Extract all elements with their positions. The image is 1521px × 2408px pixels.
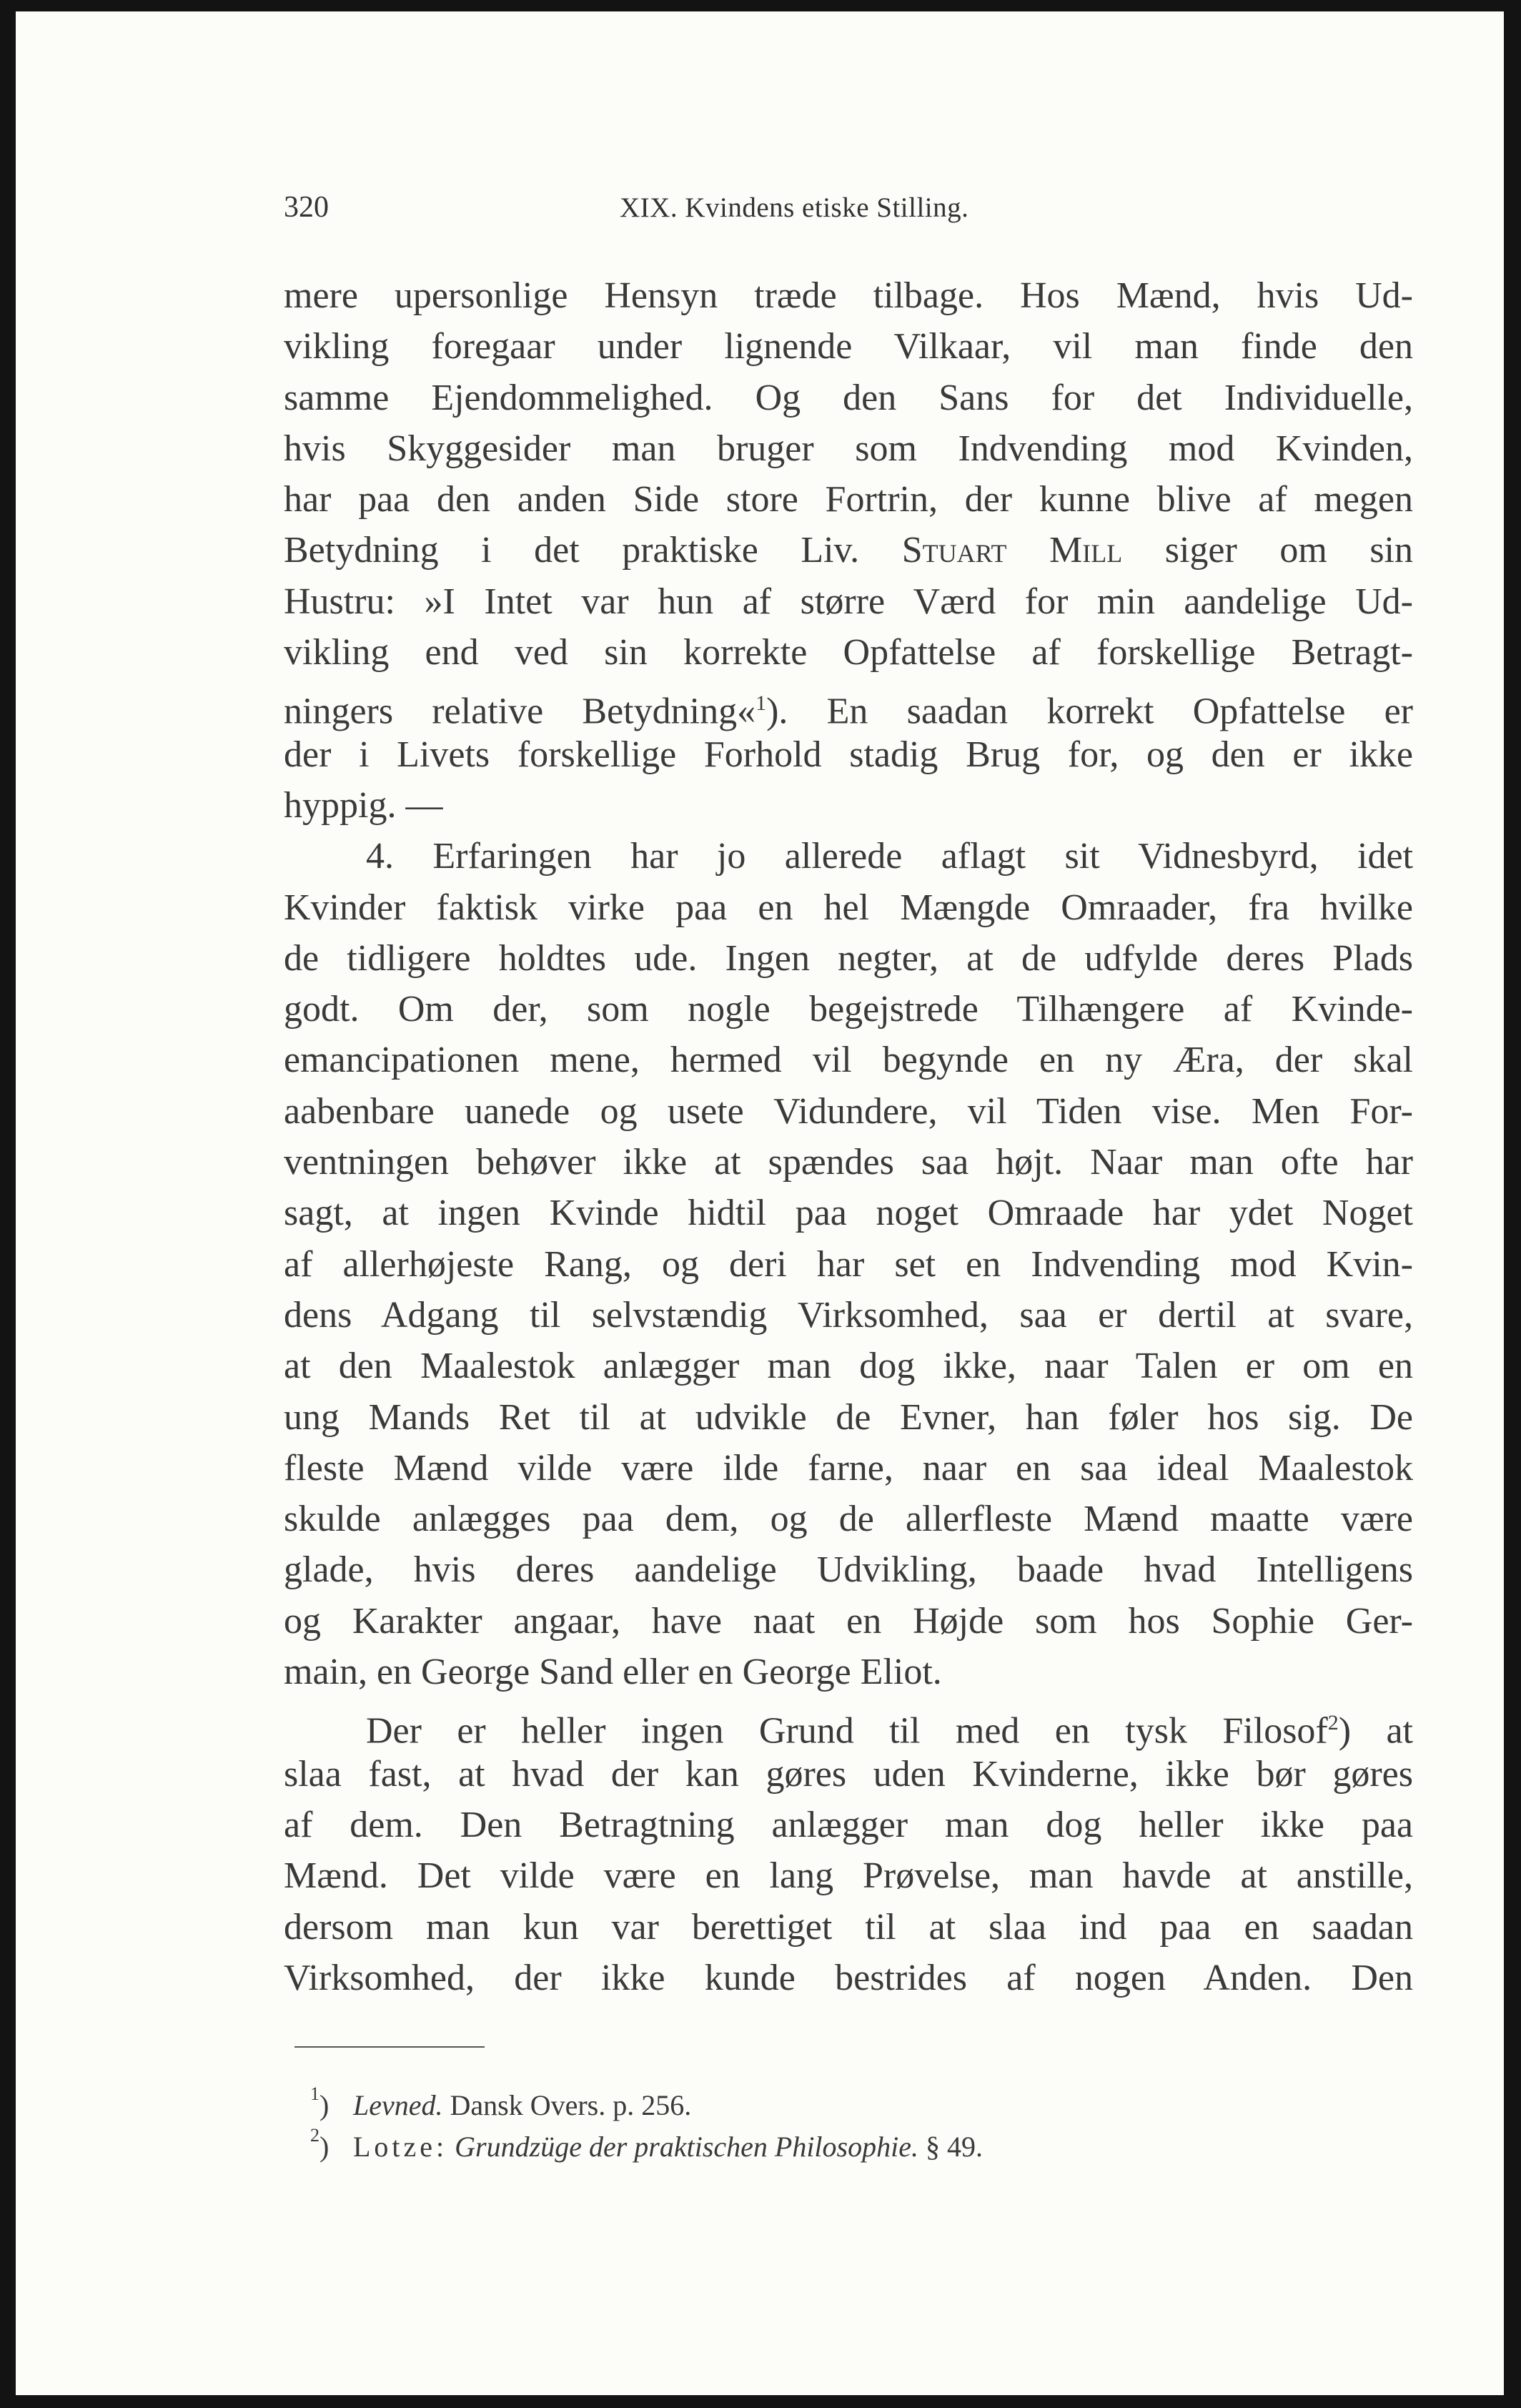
text-line: af dem. Den Betragtning anlægger man dog heller ikke paa bbox=[284, 1804, 1413, 1845]
footnote-divider bbox=[294, 2046, 485, 2048]
text-line: samme Ejendommelighed. Og den Sans for det Individuelle, bbox=[284, 377, 1413, 418]
text-line: Virksomhed, der ikke kunde bestrides af nogen Anden. Den bbox=[284, 1957, 1413, 1998]
footnote-title: Grundzüge der praktischen Philosophie. bbox=[455, 2131, 918, 2163]
text-line: sagt, at ingen Kvinde hidtil paa noget Omraade har ydet Noget bbox=[284, 1193, 1413, 1234]
footnotes bbox=[310, 2085, 983, 2168]
footnote-marker: $^1$) bbox=[310, 2083, 330, 2121]
text-line: fleste Mænd vilde være ilde farne, naar en saa ideal Maalestok bbox=[284, 1447, 1413, 1489]
footnote-marker: $^2$) bbox=[310, 2125, 330, 2163]
text-line: slaa fast, at hvad der kan gøres uden Kvinderne, ikke bør gøres bbox=[284, 1753, 1413, 1795]
text-line bbox=[284, 525, 1413, 576]
footnote-text: § 49. bbox=[918, 2131, 983, 2163]
text-line: og Karakter angaar, have naat en Højde som hos Sophie Ger- bbox=[284, 1600, 1413, 1642]
text-line: emancipationen mene, hermed vil begynde en ny Æra, der skal bbox=[284, 1040, 1413, 1081]
footnote-ref: 2 bbox=[1327, 1711, 1339, 1735]
footnote-title: Levned. bbox=[353, 2089, 443, 2121]
footnote-ref: 1 bbox=[755, 691, 767, 716]
text-line: vikling end ved sin korrekte Opfattelse af forskellige Betragt- bbox=[284, 632, 1413, 673]
running-title: XIX. Kvindens etiske Stilling. bbox=[620, 192, 969, 223]
text-span: ningers relative Betydning« bbox=[284, 691, 756, 732]
text-line: ung Mands Ret til at udvikle de Evner, han føler hos sig. De bbox=[284, 1396, 1413, 1438]
text-line: dens Adgang til selvstændig Virksomhed, saa er dertil at svare, bbox=[284, 1294, 1413, 1336]
text-line: hvis Skyggesider man bruger som Indvending mod Kvinden, bbox=[284, 428, 1413, 469]
footnote bbox=[310, 2126, 983, 2168]
text-span: ) at bbox=[1338, 1710, 1413, 1752]
text-line: mere upersonlige Hensyn træde tilbage. Hos Mænd, hvis Ud- bbox=[284, 275, 1413, 316]
text-line: 4. Erfaringen har jo allerede aflagt sit Vidnesbyrd, idet bbox=[366, 836, 1413, 877]
text-line: hyppig. — bbox=[284, 784, 443, 826]
text-line: Mænd. Det vilde være en lang Prøvelse, man havde at anstille, bbox=[284, 1855, 1413, 1897]
text-line: at den Maalestok anlægger man dog ikke, naar Talen er om en bbox=[284, 1346, 1413, 1387]
text-span: Betydning i det praktiske Liv. bbox=[284, 530, 860, 571]
text-line: dersom man kun var berettiget til at slaa ind paa en saadan bbox=[284, 1906, 1413, 1948]
footnote bbox=[310, 2085, 983, 2126]
text-line: vikling foregaar under lignende Vilkaar, vil man finde den bbox=[284, 326, 1413, 367]
text-line: godt. Om der, som nogle begejstrede Tilhængere af Kvinde- bbox=[284, 989, 1413, 1030]
text-span: siger om sin bbox=[1164, 530, 1414, 571]
text-line: ventningen behøver ikke at spændes saa højt. Naar man ofte har bbox=[284, 1142, 1413, 1183]
text-line: Hustru: »I Intet var hun af større Værd for min aandelige Ud- bbox=[284, 581, 1413, 622]
author-name: Stuart Mill bbox=[901, 530, 1123, 571]
text-line bbox=[284, 678, 1413, 732]
text-line: de tidligere holdtes ude. Ingen negter, at de udfylde deres Plads bbox=[284, 937, 1413, 979]
text-line: har paa den anden Side store Fortrin, der kunne blive af megen bbox=[284, 479, 1413, 520]
text-line bbox=[284, 1697, 1413, 1752]
page-number: 320 bbox=[284, 191, 329, 224]
text-line: skulde anlægges paa dem, og de allerfleste Mænd maatte være bbox=[284, 1499, 1413, 1540]
body-text bbox=[284, 270, 1413, 2003]
text-line: main, en George Sand eller en George Eliot. bbox=[284, 1652, 942, 1693]
text-line: aabenbare uanede og usete Vidundere, vil Tiden vise. Men For- bbox=[284, 1090, 1413, 1132]
text-line: af allerhøjeste Rang, og deri har set en Indvending mod Kvin- bbox=[284, 1243, 1413, 1285]
text-span: ). En saadan korrekt Opfattelse er bbox=[766, 691, 1413, 732]
book-page bbox=[16, 11, 1504, 2395]
text-line: glade, hvis deres aandelige Udvikling, baade hvad Intelligens bbox=[284, 1549, 1413, 1591]
text-line: Kvinder faktisk virke paa en hel Mængde Omraader, fra hvilke bbox=[284, 887, 1413, 928]
footnote-text: Dansk Overs. p. 256. bbox=[442, 2089, 692, 2121]
text-span: Der er heller ingen Grund til med en tysk Filosof bbox=[366, 1710, 1328, 1752]
footnote-author: Lotze: bbox=[353, 2131, 448, 2163]
text-line: der i Livets forskellige Forhold stadig Brug for, og den er ikke bbox=[284, 734, 1413, 775]
page-header bbox=[284, 190, 1413, 233]
